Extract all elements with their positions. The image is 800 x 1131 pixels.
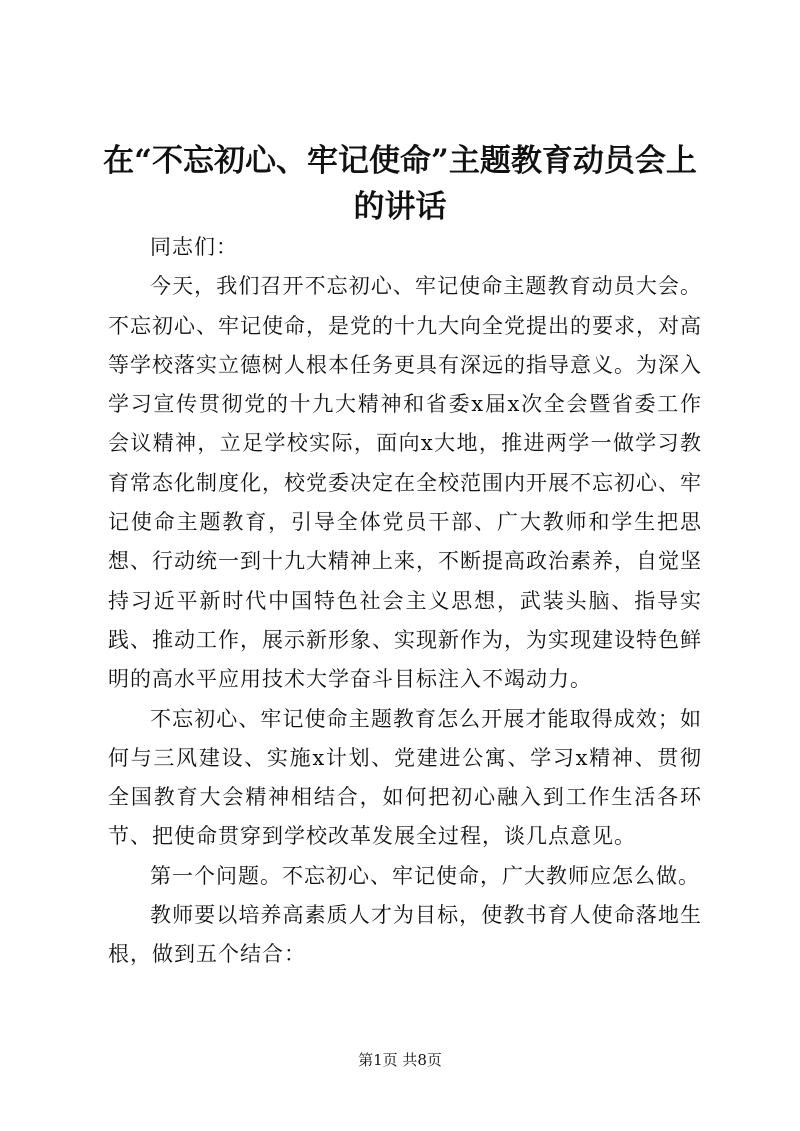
- salutation: 同志们：: [150, 235, 238, 259]
- paragraph-2: 不忘初心、牢记使命主题教育怎么开展才能取得成效；如何与三风建设、实施x计划、党建进公寓、学习x精神、贯彻全国教育大会精神相结合，如何把初心融入到工作生活各环节、把使命贯穿到学校改革发展全过程，谈几点意见。: [108, 706, 702, 849]
- document-title: [100, 138, 700, 230]
- page-number: 第1页 共8页: [358, 1051, 442, 1069]
- paragraph-4: 教师要以培养高素质人才为目标，使教书育人使命落地生根，做到五个结合：: [108, 903, 702, 967]
- paragraph-1: 今天，我们召开不忘初心、牢记使命主题教育动员大会。不忘初心、牢记使命，是党的十九大向全党提出的要求，对高等学校落实立德树人根本任务更具有深远的指导意义。为深入学习宣传贯彻党的十九大精神和省委x届x次全会暨省委工作会议精神，立足学校实际，面向x大地，推进两学一做学习教育常态化制度化，校党委决定在全校范围内开展不忘初心、牢记使命主题教育，引导全体党员干部、广大教师和学生把思想、行动统一到十九大精神上来，不断提高政治素养，自觉坚持习近平新时代中国特色社会主义思想，武装头脑、指导实践、推动工作，展示新形象、实现新作为，为实现建设特色鲜明的高水平应用技术大学奋斗目标注入不竭动力。: [108, 274, 702, 692]
- title-line-2: 的讲话: [353, 189, 447, 225]
- paragraph-3: 第一个问题。不忘初心、牢记使命，广大教师应怎么做。: [150, 863, 700, 888]
- title-line-1: 在“不忘初心、牢记使命”主题教育动员会上: [103, 143, 697, 179]
- document-body: [108, 228, 702, 975]
